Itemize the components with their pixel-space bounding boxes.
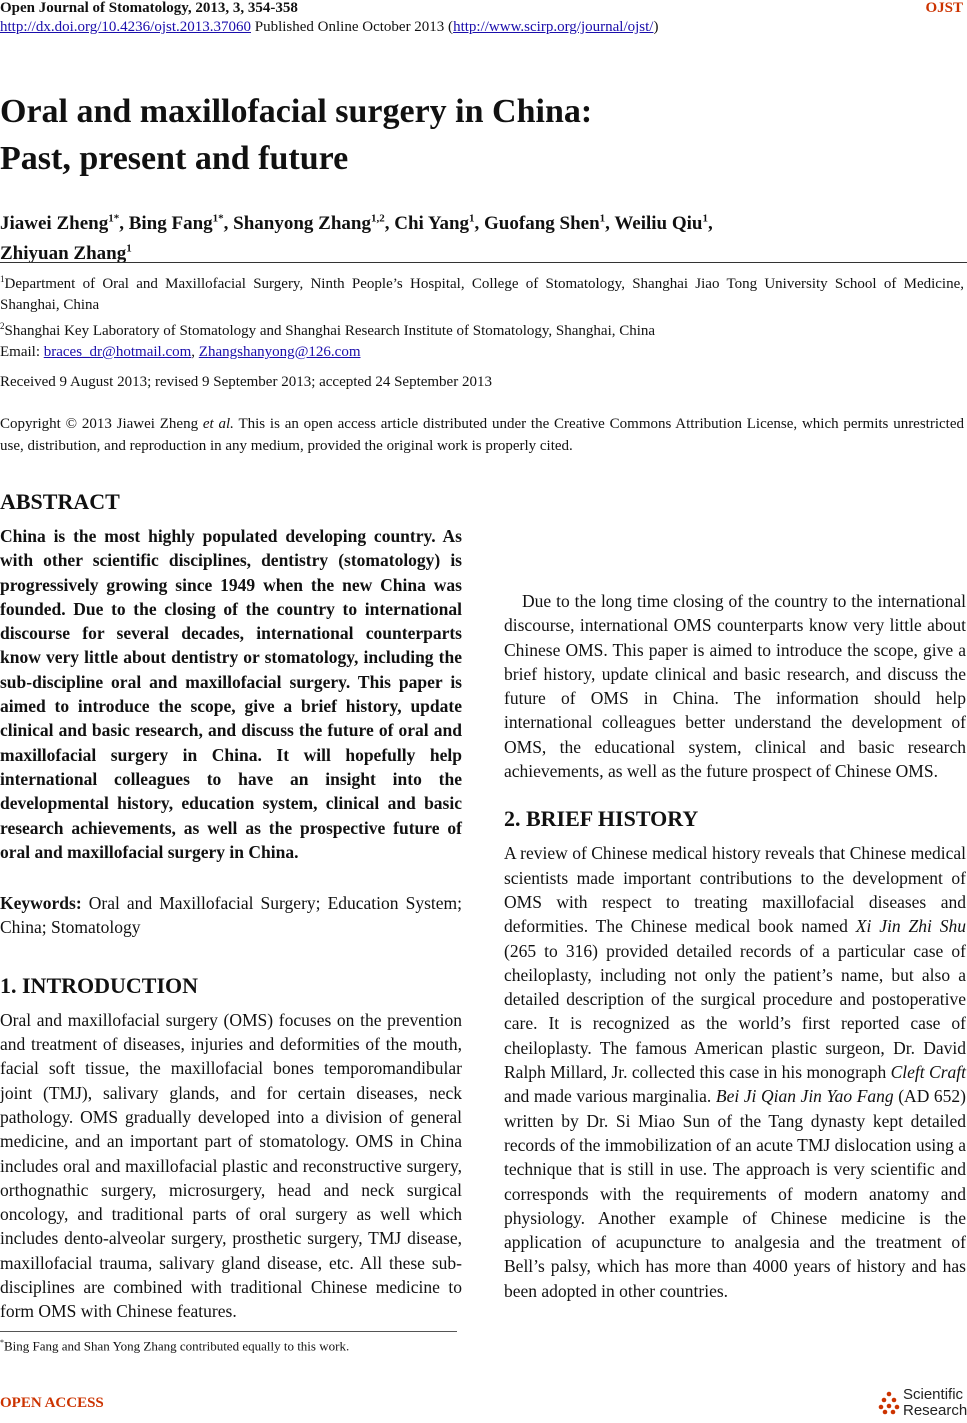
journal-citation: Open Journal of Stomatology, 2013, 3, 354-358: [0, 0, 298, 16]
doi-line: [0, 19, 658, 36]
received-dates: Received 9 August 2013; revised 9 September 2013; accepted 24 September 2013: [0, 374, 492, 390]
article-title: [0, 88, 967, 182]
logo-text: Scientific Research: [903, 1386, 967, 1419]
author: Shanyong Zhang$^{1,2}$,: [233, 213, 395, 235]
footnote: *Bing Fang and Shan Yong Zhang contributed equally to this work.: [0, 1338, 350, 1354]
title-line-2: Past, present and future: [0, 140, 349, 177]
brief-history-heading: 2. BRIEF HISTORY: [504, 806, 699, 832]
author-list: [0, 207, 960, 266]
keywords: Keywords: Oral and Maxillofacial Surgery; Education System; China; Stomatology: [0, 893, 462, 938]
author: Zhiyuan Zhang$^1$: [0, 242, 132, 264]
affiliation-1: $^1$Department of Oral and Maxillofacial Surgery, Ninth People’s Hospital, College of Stomatology, Shanghai Jiao Tong University School of Medicine, Shanghai, China: [0, 274, 964, 313]
right-column: [504, 492, 966, 1303]
email-line: Email: braces_dr@hotmail.com, Zhangshanyong@126.com: [0, 344, 361, 360]
intro-paragraph-1-continued: [504, 492, 966, 589]
open-access-label: OPEN ACCESS: [0, 1395, 104, 1411]
footnote-divider: [0, 1331, 457, 1332]
scientific-research-logo: [878, 1385, 967, 1421]
affiliation-2: $^2$Shanghai Key Laboratory of Stomatology and Shanghai Research Institute of Stomatology, Shanghai, China: [0, 321, 656, 339]
left-column: [0, 488, 462, 1324]
history-paragraph: A review of Chinese medical history reveals that Chinese medical scientists made important contributions to the development of OMS with respect to treating maxillofacial diseases and deformities. The Chinese medical book named Xi Jin Zhi Shu (265 to 316) provided detailed records of a particular case of cheiloplasty, including not only the patient’s name, but also a detailed description of the surgical procedure and postoperative care. It is recognized as the world’s first reported case of cheiloplasty. The famous American plastic surgeon, Dr. David Ralph Millard, Jr. collected this case in his monograph Cleft Craft and made various marginalia. Bei Ji Qian Jin Yao Fang (AD 652) written by Dr. Si Miao Sun of the Tang dynasty kept detailed records of the immobilization of an acute TMJ dislocation using a technique that is still in use. The approach is very scientific and corresponds with the requirements of modern anatomy and physiology. Another example of Chinese medicine is the application of acupuncture to analgesia and the treatment of Bell’s palsy, which has more than 4000 years of history and has been adopted in other countries.: [504, 843, 966, 1301]
published-text: Published Online October 2013 (: [251, 19, 454, 35]
intro-paragraph-2: Due to the long time closing of the country to the international discourse, international OMS counterparts know very little about Chinese OMS. This paper is aimed to introduce the scope, give a brief history, update clinical and basic research, and discuss the future of OMS in China. The information should help international colleagues better understand the development of OMS, the educational system, clinical and basic research achievements, as well as the future prospect of Chinese OMS.: [504, 591, 966, 782]
running-header: [0, 0, 967, 20]
email-link-2[interactable]: Zhangshanyong@126.com: [198, 344, 361, 360]
publisher-logo-icon: [878, 1391, 900, 1415]
doi-link[interactable]: http://dx.doi.org/10.4236/ojst.2013.37060: [0, 19, 251, 35]
intro-paragraph-1: Oral and maxillofacial surgery (OMS) focuses on the prevention and treatment of diseases, injuries and deformities of the mouth, facial soft tissue, the maxillofacial bones temporomandibular joint (TMJ), salivary glands, and for certain diseases, neck pathology. OMS gradually developed into a division of general medicine, and an important part of stomatology. OMS in China includes oral and maxillofacial plastic and reconstructive surgery, orthognathic surgery, microsurgery, head and neck surgical oncology, and traditional parts of oral surgery as well which includes dento-alveolar surgery, prosthetic surgery, TMJ disease, maxillofacial trauma, salivary gland disease, etc. All these sub-disciplines are combined with traditional Chinese medicine to form OMS with Chinese features.: [0, 1009, 462, 1322]
email-link-1[interactable]: braces_dr@hotmail.com: [43, 344, 192, 360]
author: Weiliu Qiu$^1$,: [614, 213, 713, 235]
journal-url-link[interactable]: http://www.scirp.org/journal/ojst/: [453, 19, 654, 35]
published-close: ): [653, 19, 659, 35]
author: Bing Fang$^{1*}$,: [128, 213, 234, 235]
introduction-heading: 1. INTRODUCTION: [0, 972, 199, 998]
journal-abbreviation: OJST: [925, 0, 963, 16]
abstract-heading: ABSTRACT: [0, 489, 120, 514]
author: Jiawei Zheng$^{1*}$,: [0, 213, 129, 235]
author: Chi Yang$^1$,: [394, 213, 485, 235]
copyright-notice: Copyright © 2013 Jiawei Zheng et al. This is an open access article distributed under the Creative Commons Attribution License, which permits unrestricted use, distribution, and reproduction in any medium, provided the original work is properly cited.: [0, 416, 964, 454]
header-divider: [0, 262, 967, 263]
author: Guofang Shen$^1$,: [484, 213, 615, 235]
affiliations: [0, 269, 964, 363]
abstract-text: China is the most highly populated developing country. As with other scientific disciplines, dentistry (stomatology) is progressively growing since 1949 when the new China was founded. Due to the closing of the country to international discourse for several decades, international counterparts know very little about dentistry or stomatology, including the sub-discipline oral and maxillofacial surgery. This paper is aimed to introduce the scope, give a brief history, update clinical and basic research, and discuss the future of oral and maxillofacial surgery in China. It will hopefully help international colleagues to have an insight into the developmental history, education system, clinical and basic research achievements, as well as the prospective future of oral and maxillofacial surgery in China.: [0, 526, 462, 862]
title-line-1: Oral and maxillofacial surgery in China:: [0, 93, 593, 130]
